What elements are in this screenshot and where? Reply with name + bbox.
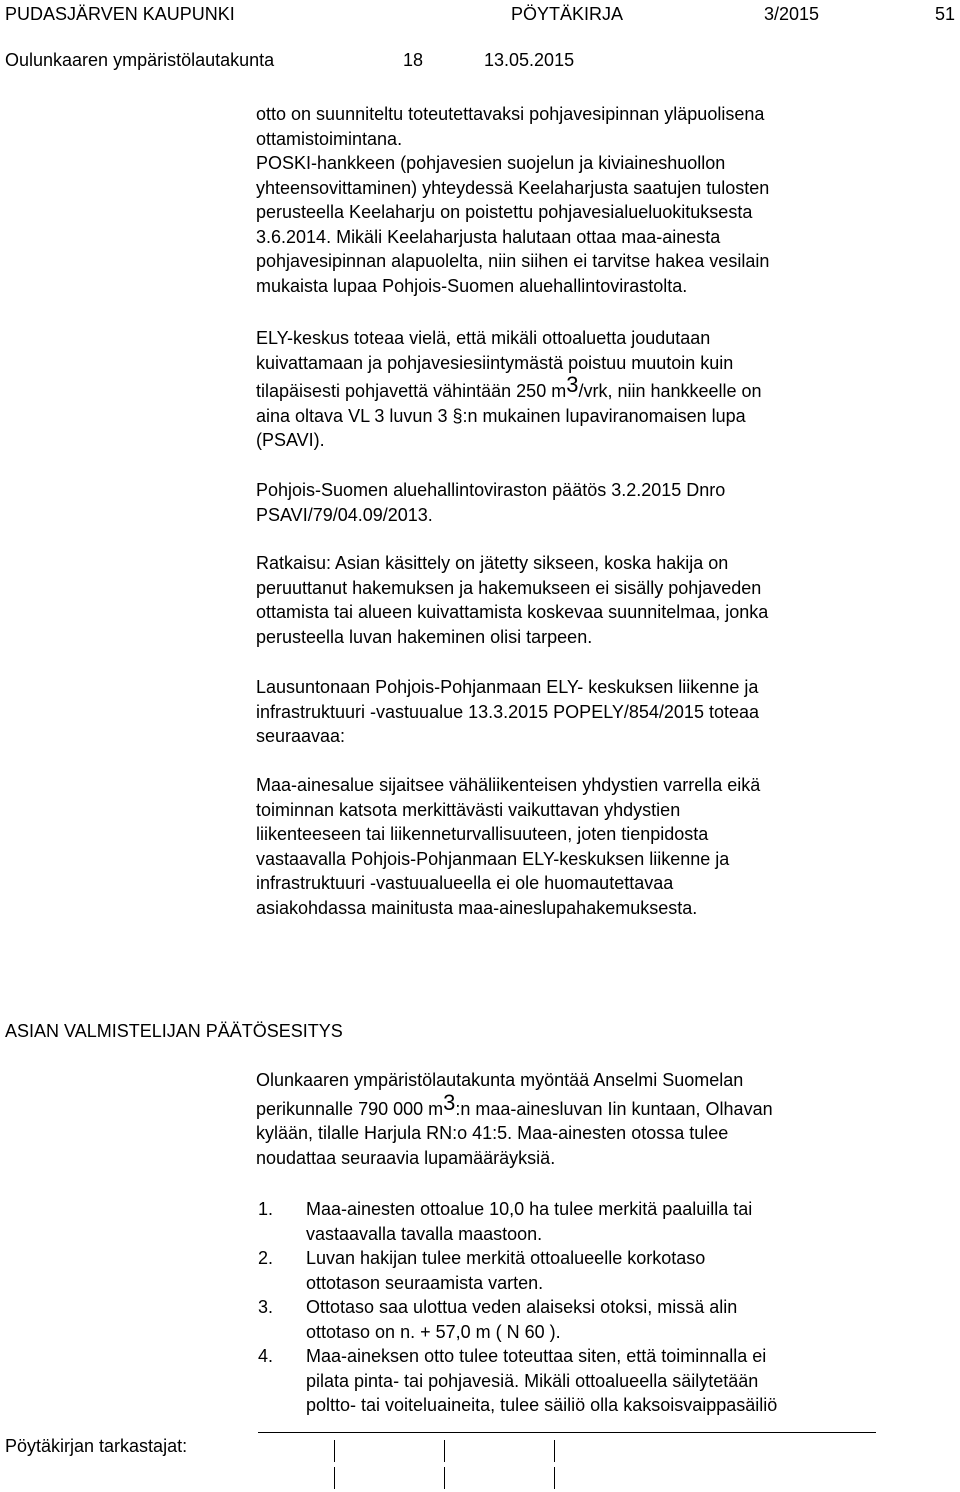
text-line: toiminnan katsota merkittävästi vaikuttavan yhdystien (256, 799, 681, 820)
footer-inspectors-label: Pöytäkirjan tarkastajat: (5, 1436, 188, 1456)
text-line: vastaavalla Pohjois-Pohjanmaan ELY-keskuksen liikenne ja (256, 848, 730, 869)
text-line: (PSAVI). (256, 430, 325, 450)
header-organization: PUDASJÄRVEN KAUPUNKI (5, 4, 235, 24)
text-line: mukaista lupaa Pohjois-Suomen aluehallintovirastolta. (256, 275, 688, 296)
header-page-number: 51 (935, 4, 956, 24)
text-fragment: perikunnalle 790 000 m (256, 1098, 444, 1119)
signature-field-2b (444, 1467, 445, 1489)
signature-field-1b (334, 1467, 335, 1489)
text-line: otto on suunniteltu toteutettavaksi pohjavesipinnan yläpuolisena (256, 104, 765, 124)
text-line: Luvan hakijan tulee merkitä ottoalueelle korkotaso (306, 1248, 706, 1268)
text-line: ottotaso on n. + 57,0 m ( N 60 ). (306, 1321, 561, 1342)
text-line: Olunkaaren ympäristölautakunta myöntää Anselmi Suomelan (256, 1070, 744, 1090)
text-line: kuivattamaan ja pohjavesiesiintymästä poistuu muutoin kuin (256, 352, 734, 373)
superscript: 3 (443, 1089, 456, 1115)
signature-field-2a (444, 1440, 445, 1462)
paragraph-proposal-intro (256, 1068, 916, 1170)
text-line: Maa-ainesalue sijaitsee vähäliikenteisen yhdystien varrella eikä (256, 775, 761, 795)
text-line: asiakohdassa mainitusta maa-aineslupahakemuksesta. (256, 897, 698, 918)
text-line: ottamista tai alueen kuivattamista koskevaa suunnitelmaa, jonka (256, 602, 769, 622)
text-line: aina oltava VL 3 luvun 3 §:n mukainen lupaviranomaisen lupa (256, 405, 746, 426)
text-line: Maa-ainesten ottoalue 10,0 ha tulee merkitä paaluilla tai (306, 1199, 753, 1219)
paragraph-psavi-decision (256, 478, 916, 527)
text-line: Lausuntonaan Pohjois-Pohjanmaan ELY- keskuksen liikenne ja (256, 677, 759, 697)
text-line: pilata pinta- tai pohjavesiä. Mikäli ottoalueella säilytetään (306, 1370, 759, 1391)
text-line: vastaavalla tavalla maastoon. (306, 1223, 543, 1244)
text-line: ottamistoimintana. (256, 128, 403, 149)
text-line: 3.6.2014. Mikäli Keelaharjusta halutaan ottaa maa-ainesta (256, 226, 721, 247)
paragraph-ely-traffic-statement (256, 675, 916, 749)
signature-field-3b (554, 1467, 555, 1489)
header-date: 13.05.2015 (484, 50, 575, 70)
list-item-number: 4. (258, 1346, 274, 1366)
text-line: Ratkaisu: Asian käsittely on jätetty sikseen, koska hakija on (256, 553, 729, 573)
list-item (258, 1197, 918, 1246)
paragraph-traffic-assessment (256, 773, 916, 920)
text-line: perusteella Keelaharju on poistettu pohjavesialueluokituksesta (256, 202, 753, 222)
text-line-with-superscript (256, 372, 916, 404)
list-item (258, 1246, 918, 1295)
text-line: Maa-aineksen otto tulee toteuttaa siten, että toiminnalla ei (306, 1346, 767, 1366)
text-line: ELY-keskus toteaa vielä, että mikäli ottoaluetta joudutaan (256, 328, 711, 348)
list-item-number: 1. (258, 1199, 274, 1219)
text-line: PSAVI/79/04.09/2013. (256, 504, 433, 525)
section-title-decision-proposal: ASIAN VALMISTELIJAN PÄÄTÖSESITYS (5, 1021, 343, 1041)
text-line: ottotason seuraamista varten. (306, 1272, 544, 1293)
text-line: noudattaa seuraavia lupamääräyksiä. (256, 1147, 556, 1168)
text-line: POSKI-hankkeen (pohjavesien suojelun ja kiviaineshuollon (256, 153, 726, 173)
superscript: 3 (566, 372, 579, 397)
text-line: perusteella luvan hakeminen olisi tarpeen. (256, 626, 593, 647)
paragraph-groundwater-classification (256, 102, 916, 298)
header-doc-number: 3/2015 (764, 4, 820, 24)
permit-conditions-list (258, 1197, 918, 1418)
footer-divider (258, 1432, 876, 1433)
list-item-number: 2. (258, 1248, 274, 1268)
paragraph-ely-statement (256, 326, 916, 453)
list-item (258, 1295, 918, 1344)
text-line: infrastruktuuri -vastuualue 13.3.2015 POPELY/854/2015 toteaa (256, 701, 759, 722)
text-fragment: /vrk, niin hankkeelle on (578, 381, 762, 401)
text-line: pohjavesipinnan alapuolelta, niin siihen ei tarvitse hakea vesilain (256, 251, 770, 271)
text-line: infrastruktuuri -vastuualueella ei ole huomautettavaa (256, 873, 674, 893)
text-line: seuraavaa: (256, 726, 346, 746)
list-item (258, 1344, 918, 1418)
text-line: Pohjois-Suomen aluehallintoviraston päätös 3.2.2015 Dnro (256, 480, 726, 500)
header-committee: Oulunkaaren ympäristölautakunta (5, 50, 275, 70)
header-doc-type: PÖYTÄKIRJA (511, 4, 624, 24)
text-line: kylään, tilalle Harjula RN:o 41:5. Maa-ainesten otossa tulee (256, 1123, 729, 1143)
signature-field-1a (334, 1440, 335, 1462)
header-section-number: 18 (403, 50, 424, 70)
paragraph-resolution (256, 551, 916, 649)
text-line: yhteensovittaminen) yhteydessä Keelaharjusta saatujen tulosten (256, 177, 770, 198)
text-line: poltto- tai voiteluaineita, tulee säiliö olla kaksoisvaippasäiliö (306, 1395, 778, 1415)
list-item-number: 3. (258, 1297, 274, 1317)
text-fragment: tilapäisesti pohjavettä vähintään 250 m (256, 381, 567, 401)
text-fragment: :n maa-ainesluvan Iin kuntaan, Olhavan (455, 1098, 773, 1119)
text-line-with-superscript (256, 1089, 916, 1122)
text-line: peruuttanut hakemuksen ja hakemukseen ei sisälly pohjaveden (256, 577, 762, 598)
text-line: liikenteeseen tai liikenneturvallisuuteen, joten tienpidosta (256, 824, 709, 844)
signature-field-3a (554, 1440, 555, 1462)
text-line: Ottotaso saa ulottua veden alaiseksi otoksi, missä alin (306, 1297, 738, 1317)
